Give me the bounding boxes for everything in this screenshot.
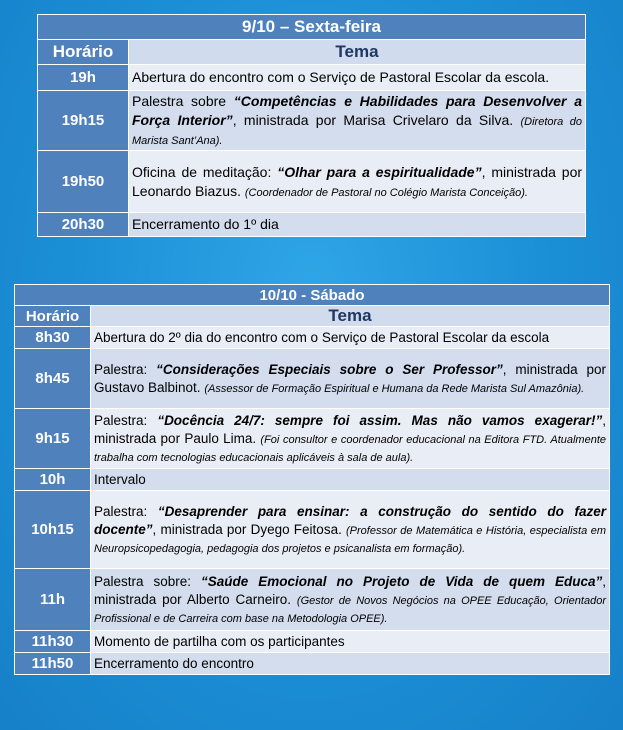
talk-title: “Desaprender para ensinar: a construção do sentido do fazer docente” bbox=[94, 503, 606, 537]
topic-text: Momento de partilha com os participantes bbox=[94, 633, 345, 649]
column-header-topic: Tema bbox=[91, 306, 610, 327]
column-header-topic: Tema bbox=[129, 40, 586, 65]
table-row bbox=[38, 151, 586, 213]
topic-cell bbox=[91, 469, 610, 491]
topic-cell bbox=[129, 213, 586, 237]
time-cell: 11h bbox=[15, 569, 91, 631]
schedule-table-day1 bbox=[37, 14, 586, 237]
table-row bbox=[15, 653, 610, 675]
table-row bbox=[15, 569, 610, 631]
table-row bbox=[38, 213, 586, 237]
speaker-text: , ministrada por Gustavo Balbinot. bbox=[94, 361, 606, 395]
time-cell: 19h15 bbox=[38, 91, 129, 151]
column-header-time: Horário bbox=[38, 40, 129, 65]
topic-cell bbox=[91, 327, 610, 349]
talk-title: “Considerações Especiais sobre o Ser Professor” bbox=[156, 361, 503, 377]
speaker-note: (Diretora do Marista Sant’Ana). bbox=[132, 116, 582, 147]
topic-cell bbox=[129, 91, 586, 151]
speaker-text: , ministrada por Dyego Feitosa. bbox=[152, 521, 347, 537]
topic-cell bbox=[91, 631, 610, 653]
speaker-text: , ministrada por Paulo Lima. bbox=[94, 412, 606, 446]
table-row bbox=[15, 469, 610, 491]
topic-cell bbox=[91, 569, 610, 631]
topic-text: Abertura do 2º dia do encontro com o Serviço de Pastoral Escolar da escola bbox=[94, 329, 550, 345]
topic-text: Encerramento do 1º dia bbox=[132, 216, 279, 232]
table-row bbox=[15, 491, 610, 569]
table-row bbox=[38, 65, 586, 91]
speaker-note: (Assessor de Formação Espiritual e Humana da Rede Marista Sul Amazônia). bbox=[204, 382, 585, 395]
topic-text: Palestra sobre bbox=[132, 93, 234, 109]
time-cell: 11h30 bbox=[15, 631, 91, 653]
topic-cell bbox=[129, 151, 586, 213]
column-header-time: Horário bbox=[15, 306, 91, 327]
time-cell: 8h45 bbox=[15, 349, 91, 409]
time-cell: 20h30 bbox=[38, 213, 129, 237]
table-row bbox=[15, 631, 610, 653]
topic-text: Encerramento do encontro bbox=[94, 655, 254, 671]
talk-title: “Competências e Habilidades para Desenvolver a Força Interior” bbox=[132, 93, 582, 128]
topic-cell bbox=[91, 653, 610, 675]
talk-title: “Saúde Emocional no Projeto de Vida de quem Educa” bbox=[201, 573, 603, 589]
speaker-text: , ministrada por Alberto Carneiro. bbox=[94, 573, 607, 607]
table-row bbox=[38, 91, 586, 151]
time-cell: 19h bbox=[38, 65, 129, 91]
time-cell: 11h50 bbox=[15, 653, 91, 675]
speaker-note: (Gestor de Novos Negócios na OPEE Educação, Orientador Profissional e de Carreira com base na Metodologia OPEE). bbox=[94, 594, 606, 625]
topic-text: Palestra: bbox=[94, 412, 158, 428]
speaker-text: , ministrada por Marisa Crivelaro da Silva. bbox=[232, 112, 521, 128]
time-cell: 8h30 bbox=[15, 327, 91, 349]
topic-cell bbox=[129, 65, 586, 91]
topic-cell bbox=[91, 409, 610, 469]
day-title: 9/10 – Sexta-feira bbox=[38, 15, 586, 40]
talk-title: “Docência 24/7: sempre foi assim. Mas não vamos exagerar!” bbox=[157, 412, 603, 428]
time-cell: 9h15 bbox=[15, 409, 91, 469]
schedule-table-day2 bbox=[14, 284, 610, 675]
speaker-note: (Foi consultor e coordenador educacional na Editora FTD. Atualmente trabalha com tecnologias educacionais aplicáveis à sala de aula). bbox=[94, 433, 606, 464]
talk-title: “Olhar para a espiritualidade” bbox=[277, 163, 482, 180]
speaker-note: (Professor de Matemática e História, especialista em Neuropsicopedagogia, pedagogia dos projetos e psicanalista em formação). bbox=[94, 524, 606, 555]
topic-text: Palestra: bbox=[94, 503, 158, 519]
topic-text: Palestra sobre: bbox=[94, 573, 202, 589]
time-cell: 19h50 bbox=[38, 151, 129, 213]
table-row bbox=[15, 327, 610, 349]
speaker-text: , ministrada por Leonardo Biazus. bbox=[132, 163, 583, 199]
topic-cell bbox=[91, 491, 610, 569]
table-row bbox=[15, 349, 610, 409]
table-row bbox=[15, 409, 610, 469]
topic-text: Oficina de meditação: bbox=[132, 163, 278, 180]
topic-text: Abertura do encontro com o Serviço de Pastoral Escolar da escola. bbox=[132, 69, 550, 85]
speaker-note: (Coordenador de Pastoral no Colégio Marista Conceição). bbox=[244, 186, 528, 199]
day-title: 10/10 - Sábado bbox=[15, 285, 610, 306]
time-cell: 10h15 bbox=[15, 491, 91, 569]
topic-text: Palestra: bbox=[94, 361, 157, 377]
topic-text: Intervalo bbox=[94, 471, 146, 487]
time-cell: 10h bbox=[15, 469, 91, 491]
topic-cell bbox=[91, 349, 610, 409]
